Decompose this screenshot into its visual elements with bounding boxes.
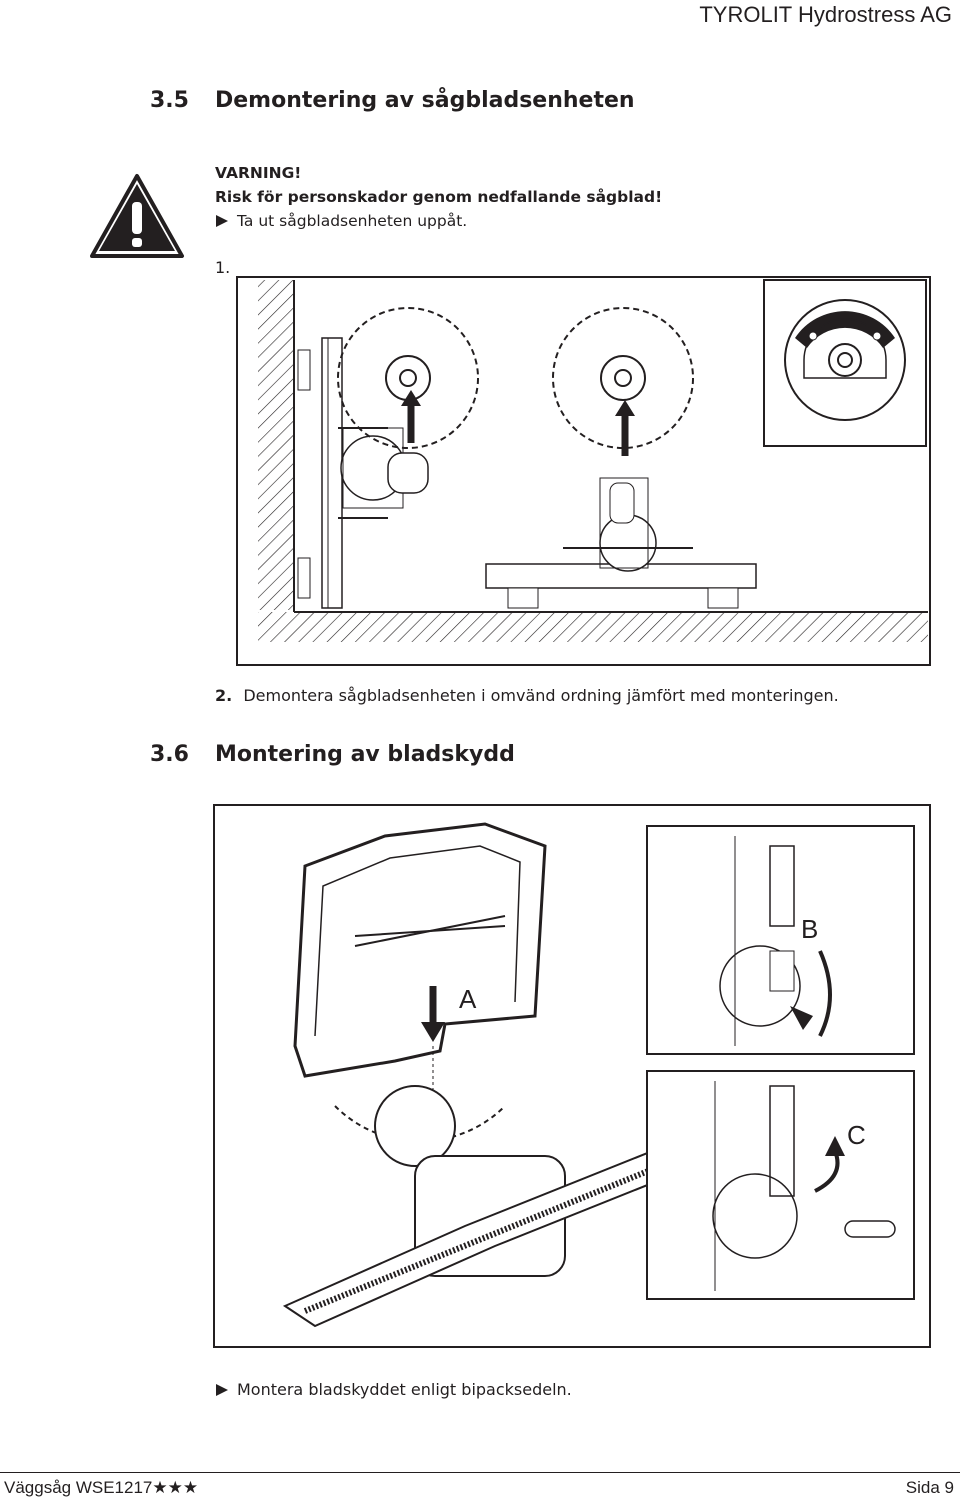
label-c: C	[847, 1120, 866, 1150]
footer-stars: ★★★	[152, 1478, 199, 1497]
section-36-title: Montering av bladskydd	[215, 742, 515, 767]
label-a: A	[459, 984, 477, 1014]
footer-left	[4, 1478, 198, 1498]
warning-triangle-icon	[88, 172, 186, 260]
instruction	[215, 1380, 572, 1399]
play-triangle-icon	[215, 1383, 229, 1397]
figure-2-illustration	[215, 806, 929, 1346]
section-35-title: Demontering av sågbladsenheten	[215, 88, 635, 113]
footer-page-number: Sida 9	[905, 1478, 954, 1497]
step-2-text: Demontera sågbladsenheten i omvänd ordning jämfört med monteringen.	[243, 686, 839, 705]
footer-divider	[0, 1472, 960, 1473]
section-36-number: 3.6	[150, 742, 189, 767]
footer-doc-title: Väggsåg WSE1217	[4, 1478, 153, 1497]
figure-1	[236, 276, 931, 666]
warning-action-text: Ta ut sågbladsenheten uppåt.	[237, 212, 468, 230]
step-2-number: 2.	[215, 686, 233, 705]
figure-1-illustration	[238, 278, 929, 664]
section-35-number: 3.5	[150, 88, 189, 113]
figure-2	[213, 804, 931, 1348]
step-1-number: 1.	[215, 258, 231, 277]
warning-action	[215, 212, 467, 230]
instruction-text: Montera bladskyddet enligt bipacksedeln.	[237, 1380, 572, 1399]
warning-heading: VARNING!	[215, 164, 302, 182]
company-name: TYROLIT Hydrostress AG	[699, 2, 952, 27]
warning-text: Risk för personskador genom nedfallande sågblad!	[215, 188, 663, 206]
step-2	[215, 686, 839, 705]
play-triangle-icon	[215, 214, 229, 228]
label-b: B	[801, 914, 819, 944]
